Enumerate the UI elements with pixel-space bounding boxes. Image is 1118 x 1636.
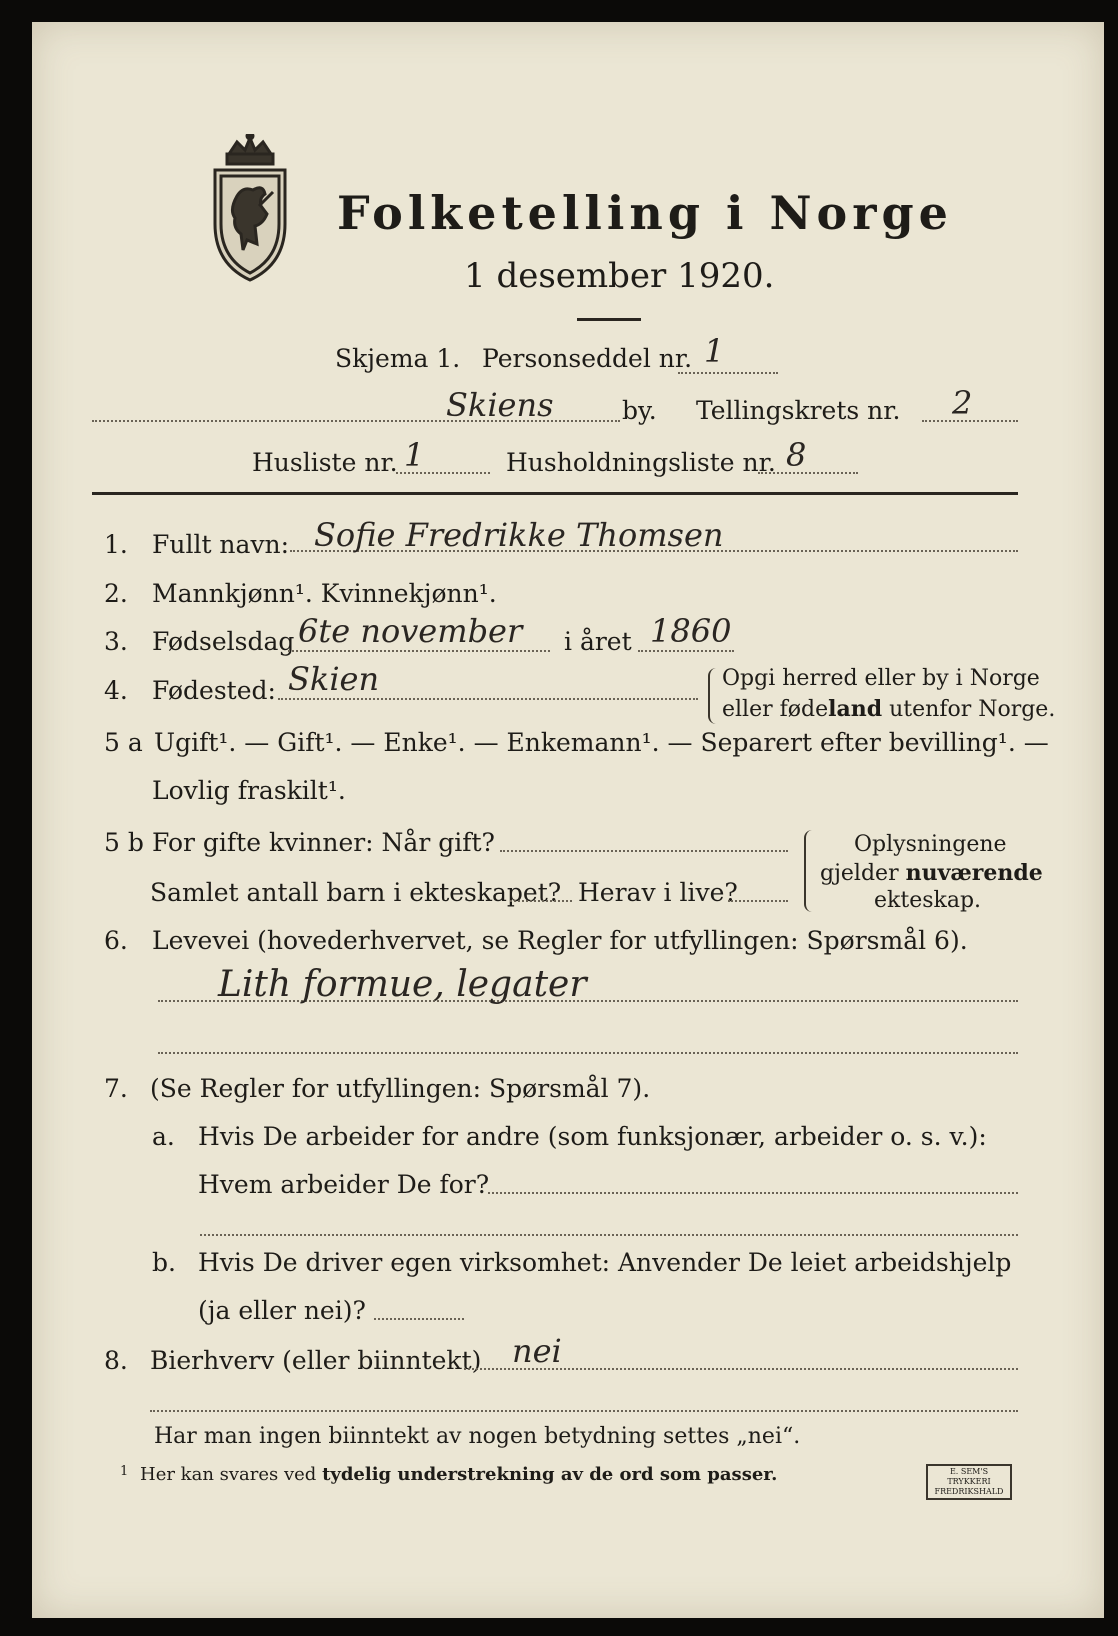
q5b-note1: Oplysningene [854, 832, 1007, 857]
side-income-value[interactable]: nei [512, 1332, 562, 1370]
header-rule [92, 492, 1018, 495]
birthplace-value[interactable]: Skien [288, 660, 380, 698]
occupation-value[interactable]: Lith formue, legater [218, 964, 587, 1005]
skjema-label: Skjema 1. [335, 344, 461, 373]
q5b-children-label: Samlet antall barn i ekteskapet? [150, 878, 562, 907]
husliste-label: Husliste nr. [252, 448, 398, 477]
footnote-text: Her kan svares ved tydelig understrekning av de ord som passer. [140, 1464, 778, 1485]
q1-label: Fullt navn: [152, 530, 290, 559]
q4-note-line2: eller fødeland utenfor Norge. [722, 696, 1056, 722]
coat-of-arms-icon [207, 134, 293, 284]
personseddel-label: Personseddel nr. [482, 344, 693, 373]
side-income-note: Har man ingen biinntekt av nogen betydning settes „nei“. [154, 1424, 801, 1449]
census-date: 1 desember 1920. [464, 256, 775, 296]
q5b-number: 5 b [104, 828, 144, 857]
husliste-value[interactable]: 1 [404, 436, 425, 474]
q5b-note2: gjelder nuværende [820, 860, 1043, 886]
full-name-value[interactable]: Sofie Fredrikke Thomsen [314, 516, 724, 554]
q7-label: (Se Regler for utfyllingen: Spørsmål 7). [150, 1074, 651, 1103]
q7-number: 7. [104, 1074, 128, 1103]
q7b-number: b. [152, 1248, 176, 1277]
q7b-yesno-label: (ja eller nei)? [198, 1296, 366, 1325]
q4-note-line1: Opgi herred eller by i Norge [722, 666, 1040, 691]
q5b-alive-label: Herav i live? [578, 878, 738, 907]
city-suffix: by. [622, 396, 657, 425]
birth-year-value[interactable]: 1860 [650, 612, 732, 650]
q1-number: 1. [104, 530, 128, 559]
q8-number: 8. [104, 1346, 128, 1375]
q5b-label: For gifte kvinner: Når gift? [152, 828, 495, 857]
q3-year-label: i året [564, 627, 632, 656]
q7a-employer-label: Hvem arbeider De for? [198, 1170, 490, 1199]
gender-options[interactable]: Mannkjønn¹. Kvinnekjønn¹. [152, 579, 497, 608]
personseddel-value[interactable]: 1 [704, 332, 725, 370]
title-divider [577, 318, 641, 321]
q2-number: 2. [104, 579, 128, 608]
printer-stamp: E. SEM'S TRYKKERI FREDRIKSHALD [926, 1464, 1012, 1500]
q7a-label: Hvis De arbeider for andre (som funksjonær, arbeider o. s. v.): [198, 1122, 987, 1151]
tellingskrets-label: Tellingskrets nr. [696, 396, 901, 425]
q8-label: Bierhverv (eller biinntekt) [150, 1346, 482, 1375]
marital-status-options-2[interactable]: Lovlig fraskilt¹. [152, 776, 346, 805]
q6-label: Levevei (hovederhvervet, se Regler for utfyllingen: Spørsmål 6). [152, 926, 968, 955]
q4-label: Fødested: [152, 676, 276, 705]
form-title: Folketelling i Norge [337, 186, 953, 240]
husholdning-value[interactable]: 8 [786, 436, 807, 474]
footnote-mark: 1 [120, 1464, 129, 1479]
birthday-value[interactable]: 6te november [298, 612, 523, 650]
census-form-page [32, 22, 1104, 1618]
q3-number: 3. [104, 627, 128, 656]
q5a-number: 5 a [104, 728, 143, 757]
q6-number: 6. [104, 926, 128, 955]
q3-label: Fødselsdag [152, 627, 295, 656]
q5b-note3: ekteskap. [874, 888, 982, 913]
marital-status-options[interactable]: Ugift¹. — Gift¹. — Enke¹. — Enkemann¹. — Separert efter bevilling¹. — [154, 728, 1049, 757]
q7a-number: a. [152, 1122, 175, 1151]
husholdning-label: Husholdningsliste nr. [506, 448, 776, 477]
q7b-label: Hvis De driver egen virksomhet: Anvender De leiet arbeidshjelp [198, 1248, 1012, 1277]
tellingskrets-value[interactable]: 2 [952, 384, 973, 422]
q4-number: 4. [104, 676, 128, 705]
city-value[interactable]: Skiens [446, 386, 554, 424]
